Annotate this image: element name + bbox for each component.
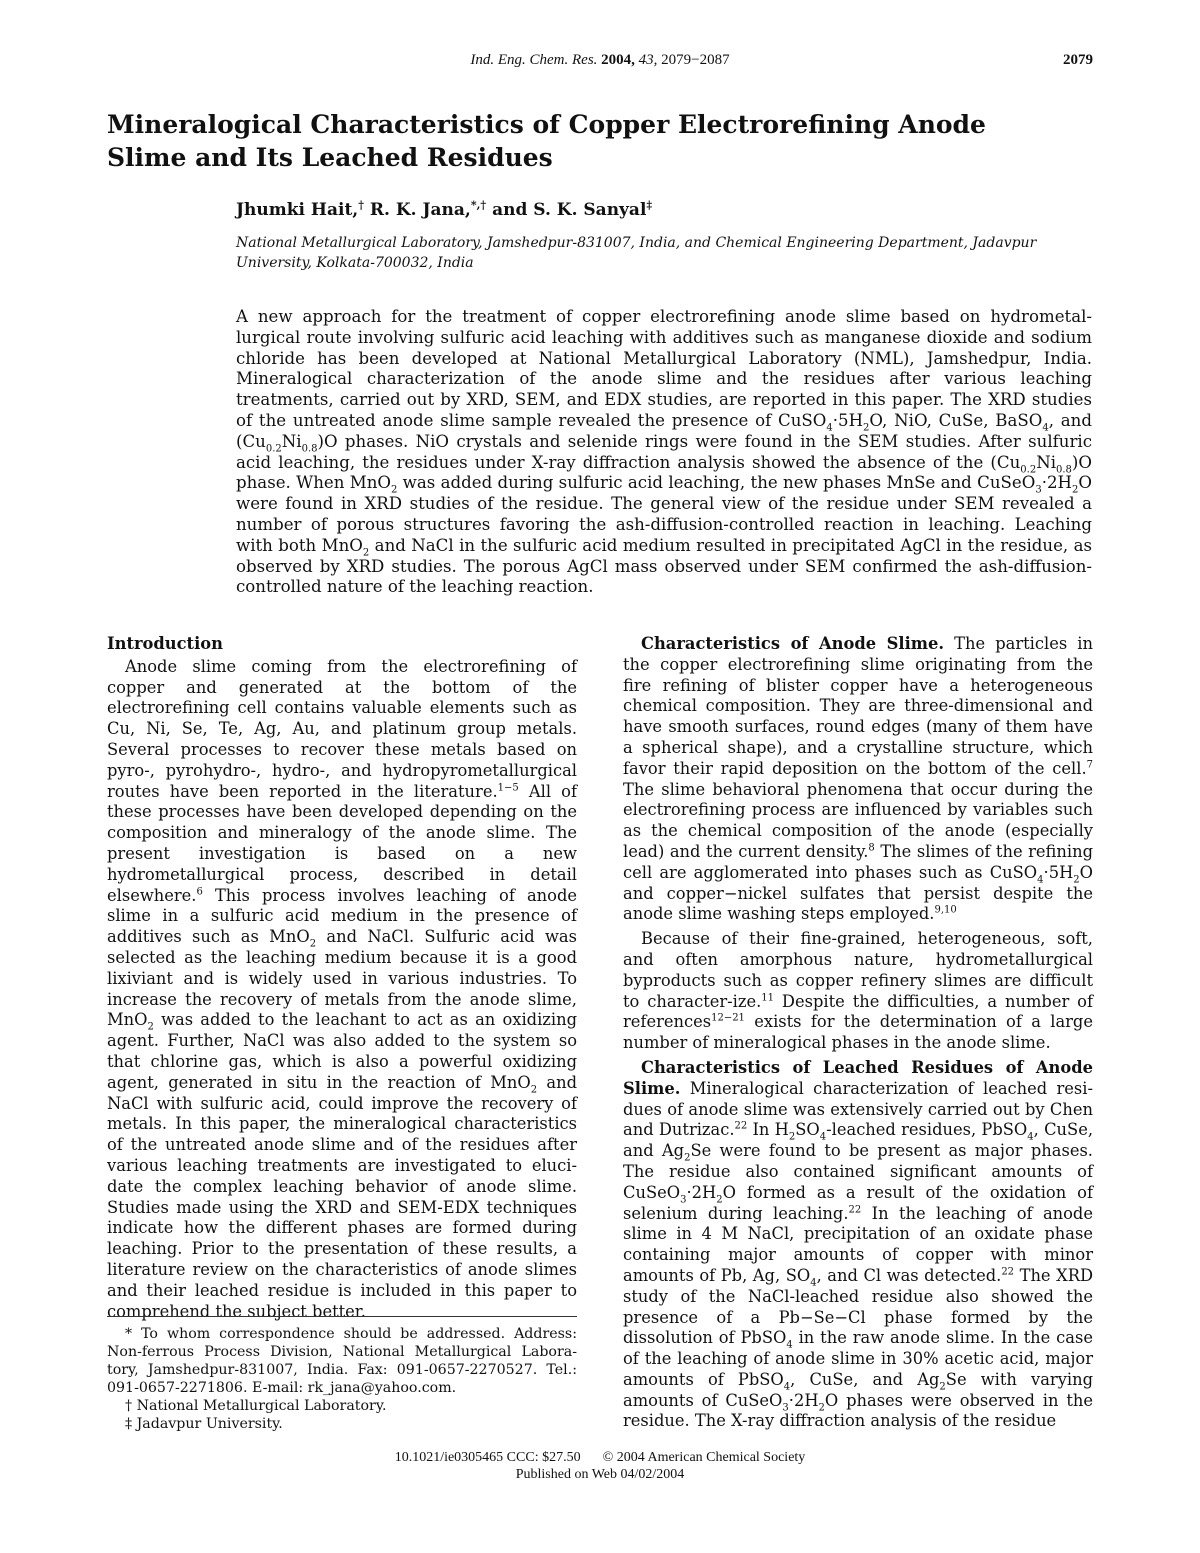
running-header <box>0 52 1200 69</box>
affiliation-mark: † <box>358 198 364 212</box>
copyright-line: © 2004 American Chemical Society <box>602 1450 806 1465</box>
author-name: R. K. Jana, <box>363 200 471 220</box>
journal-volume: 43, <box>638 52 658 68</box>
footnote-divider <box>107 1316 577 1317</box>
footnote-correspondence: * To whom correspondence should be addressed. Address: Non-ferrous Process Division, National Metallurgical Labora-tory, Jamshedpur-831007, India. Fax: 091-0657-2270527. Tel.: 091-0657-2271806. E-mail: rk_jana@yahoo.com. <box>107 1326 577 1396</box>
published-date: Published on Web 04/02/2004 <box>515 1467 685 1482</box>
journal-pages: 2079−2087 <box>661 52 730 68</box>
page-number: 2079 <box>1063 52 1093 68</box>
right-column <box>623 634 1093 1432</box>
doi-line: 10.1021/ie0305465 CCC: $27.50 <box>394 1450 581 1465</box>
leached-residues-paragraph: Characteristics of Leached Residues of Anode Slime. Mineralogical characterization of leached resi-dues of anode slime was extensively carried out by Chen and Dutrizac.$^{22}$ In $H_2SO_4$-leached residues, PbSO$_4$, CuSe, and $Ag_2Se$ were found to be present as major phases. The residue also contained significant amounts of $CuSeO_3\cdot 2H_2O$ formed as a result of the oxidation of selenium during leaching.$^{22}$ In the leaching of anode slime in 4 M NaCl, precipitation of an oxidate phase containing major amounts of copper with minor amounts of Pb, Ag, $SO_4$, and Cl was detected.$^{22}$ The XRD study of the NaCl-leached residue also showed the presence of a Pb−Se−Cl phase formed by the dissolution of PbSO$_4$ in the raw anode slime. In the case of the leaching of anode slime in 30% acetic acid, major amounts of PbSO$_4$, CuSe, and $Ag_2Se$ with varying amounts of $CuSeO_3\cdot 2H_2O$ phases were observed in the residue. The X-ray diffraction analysis of the residue <box>623 1057 1094 1431</box>
abstract: A new approach for the treatment of copper electrorefining anode slime based on hydrometal-lurgical route involving sulfuric acid leaching with additives such as manganese dioxide and sodium chloride has been developed at National Metallurgical Laboratory (NML), Jamshedpur, India. Mineralogical characterization of the anode slime and the residues after various leaching treatments, carried out by XRD, SEM, and EDX studies, are reported in this paper. The XRD studies of the untreated anode slime sample revealed the presence of $CuSO_4\cdot 5H_2O$, NiO, CuSe, BaSO$_4$, and $(Cu_{0.2}Ni_{0.8})O$ phases. NiO crystals and selenide rings were found in the SEM studies. After sulfuric acid leaching, the residues under X-ray diffraction analysis showed the absence of the $(Cu_{0.2}Ni_{0.8})O$ phase. When MnO$_2$ was added during sulfuric acid leaching, the new phases MnSe and $CuSeO_3\cdot 2H_2O$ were found in XRD studies of the residue. The general view of the residue under SEM revealed a number of porous structures favoring the ash-diffusion-controlled reaction in leaching. Leaching with both MnO$_2$ and NaCl in the sulfuric acid medium resulted in precipitated AgCl in the residue, as observed by XRD studies. The porous AgCl mass observed under SEM confirmed the ash-diffusion-controlled nature of the leaching reaction. <box>236 307 1092 597</box>
affiliation: National Metallurgical Laboratory, Jamshedpur-831007, India, and Chemical Engineering Department, Jadavpur University, Kolkata-700032, India <box>236 235 1037 271</box>
anode-slime-paragraph: Characteristics of Anode Slime. The particles in the copper electrorefining slime originating from the fire refining of blister copper have a heterogeneous chemical composition. They are three-dimensional and have smooth surfaces, round edges (many of them have a spherical shape), and a crystalline structure, which favor their rapid deposition on the bottom of the cell.$^7$ The slime behavioral phenomena that occur during the electrorefining process are influenced by variables such as the chemical composition of the anode (especially lead) and the current density.$^8$ The slimes of the refining cell are agglomerated into phases such as $CuSO_4\cdot 5H_2O$ and copper−nickel sulfates that persist despite the anode slime washing steps employed.$^{9,10}$ <box>623 634 1093 924</box>
author-name: Jhumki Hait, <box>236 200 359 220</box>
footnotes <box>107 1325 577 1433</box>
author-list <box>236 200 652 220</box>
section-heading-introduction: Introduction <box>107 634 223 653</box>
journal-year: 2004, <box>601 52 635 68</box>
footnote-affiliation-1: † National Metallurgical Laboratory. <box>125 1398 387 1414</box>
affiliation-mark: *,† <box>470 198 487 212</box>
anode-slime-paragraph-2: Because of their fine-grained, heterogeneous, soft, and often amorphous nature, hydrometallurgical byproducts such as copper refinery slimes are difficult to character-ize.$^{11}$ Despite the difficulties, a number of references$^{12-21}$ exists for the determination of a large number of mineralogical phases in the anode slime. <box>623 929 1094 1053</box>
affiliation-mark: ‡ <box>646 198 653 212</box>
left-column <box>107 634 577 1322</box>
article-title: Mineralogical Characteristics of Copper Electrorefining Anode Slime and Its Leached Residues <box>107 110 986 172</box>
section-heading-anode-slime: Characteristics of Anode Slime. <box>641 634 945 653</box>
introduction-paragraph: Anode slime coming from the electrorefining of copper and generated at the bottom of the electrorefining cell contains valuable elements such as Cu, Ni, Se, Te, Ag, Au, and platinum group metals. Several processes to recover these metals based on pyro-, pyrohydro-, hydro-, and hydropyrometallurgical routes have been reported in the literature.$^{1-5}$ All of these processes have been developed depending on the composition and mineralogy of the anode slime. The present investigation is based on a new hydrometallurgical process, described in detail elsewhere.$^6$ This process involves leaching of anode slime in a sulfuric acid medium in the presence of additives such as MnO$_2$ and NaCl. Sulfuric acid was selected as the leaching medium because it is a good lixiviant and is widely used in various industries. To increase the recovery of metals from the anode slime, MnO$_2$ was added to the leachant to act as an oxidizing agent. Further, NaCl was also added to the system so that chlorine gas, which is also a powerful oxidizing agent, generated in situ in the reaction of MnO$_2$ and NaCl with sulfuric acid, could improve the recovery of metals. In this paper, the mineralogical characteristics of the untreated anode slime and of the residues after various leaching treatments are investigated to eluci-date the complex leaching behavior of anode slime. Studies made using the XRD and SEM-EDX techniques indicate how the different phases are formed during leaching. Prior to the presentation of these results, a literature review on the characteristics of anode slimes and their leached residue is included in this paper to comprehend the subject better. <box>107 656 577 1321</box>
page-footer <box>0 1449 1200 1483</box>
author-name: and S. K. Sanyal <box>486 200 647 220</box>
footnote-affiliation-2: ‡ Jadavpur University. <box>125 1416 283 1432</box>
journal-name: Ind. Eng. Chem. Res. <box>470 52 598 68</box>
section-heading-leached-residues: Characteristics of Leached Residues of Anode Slime. <box>623 1057 1093 1098</box>
